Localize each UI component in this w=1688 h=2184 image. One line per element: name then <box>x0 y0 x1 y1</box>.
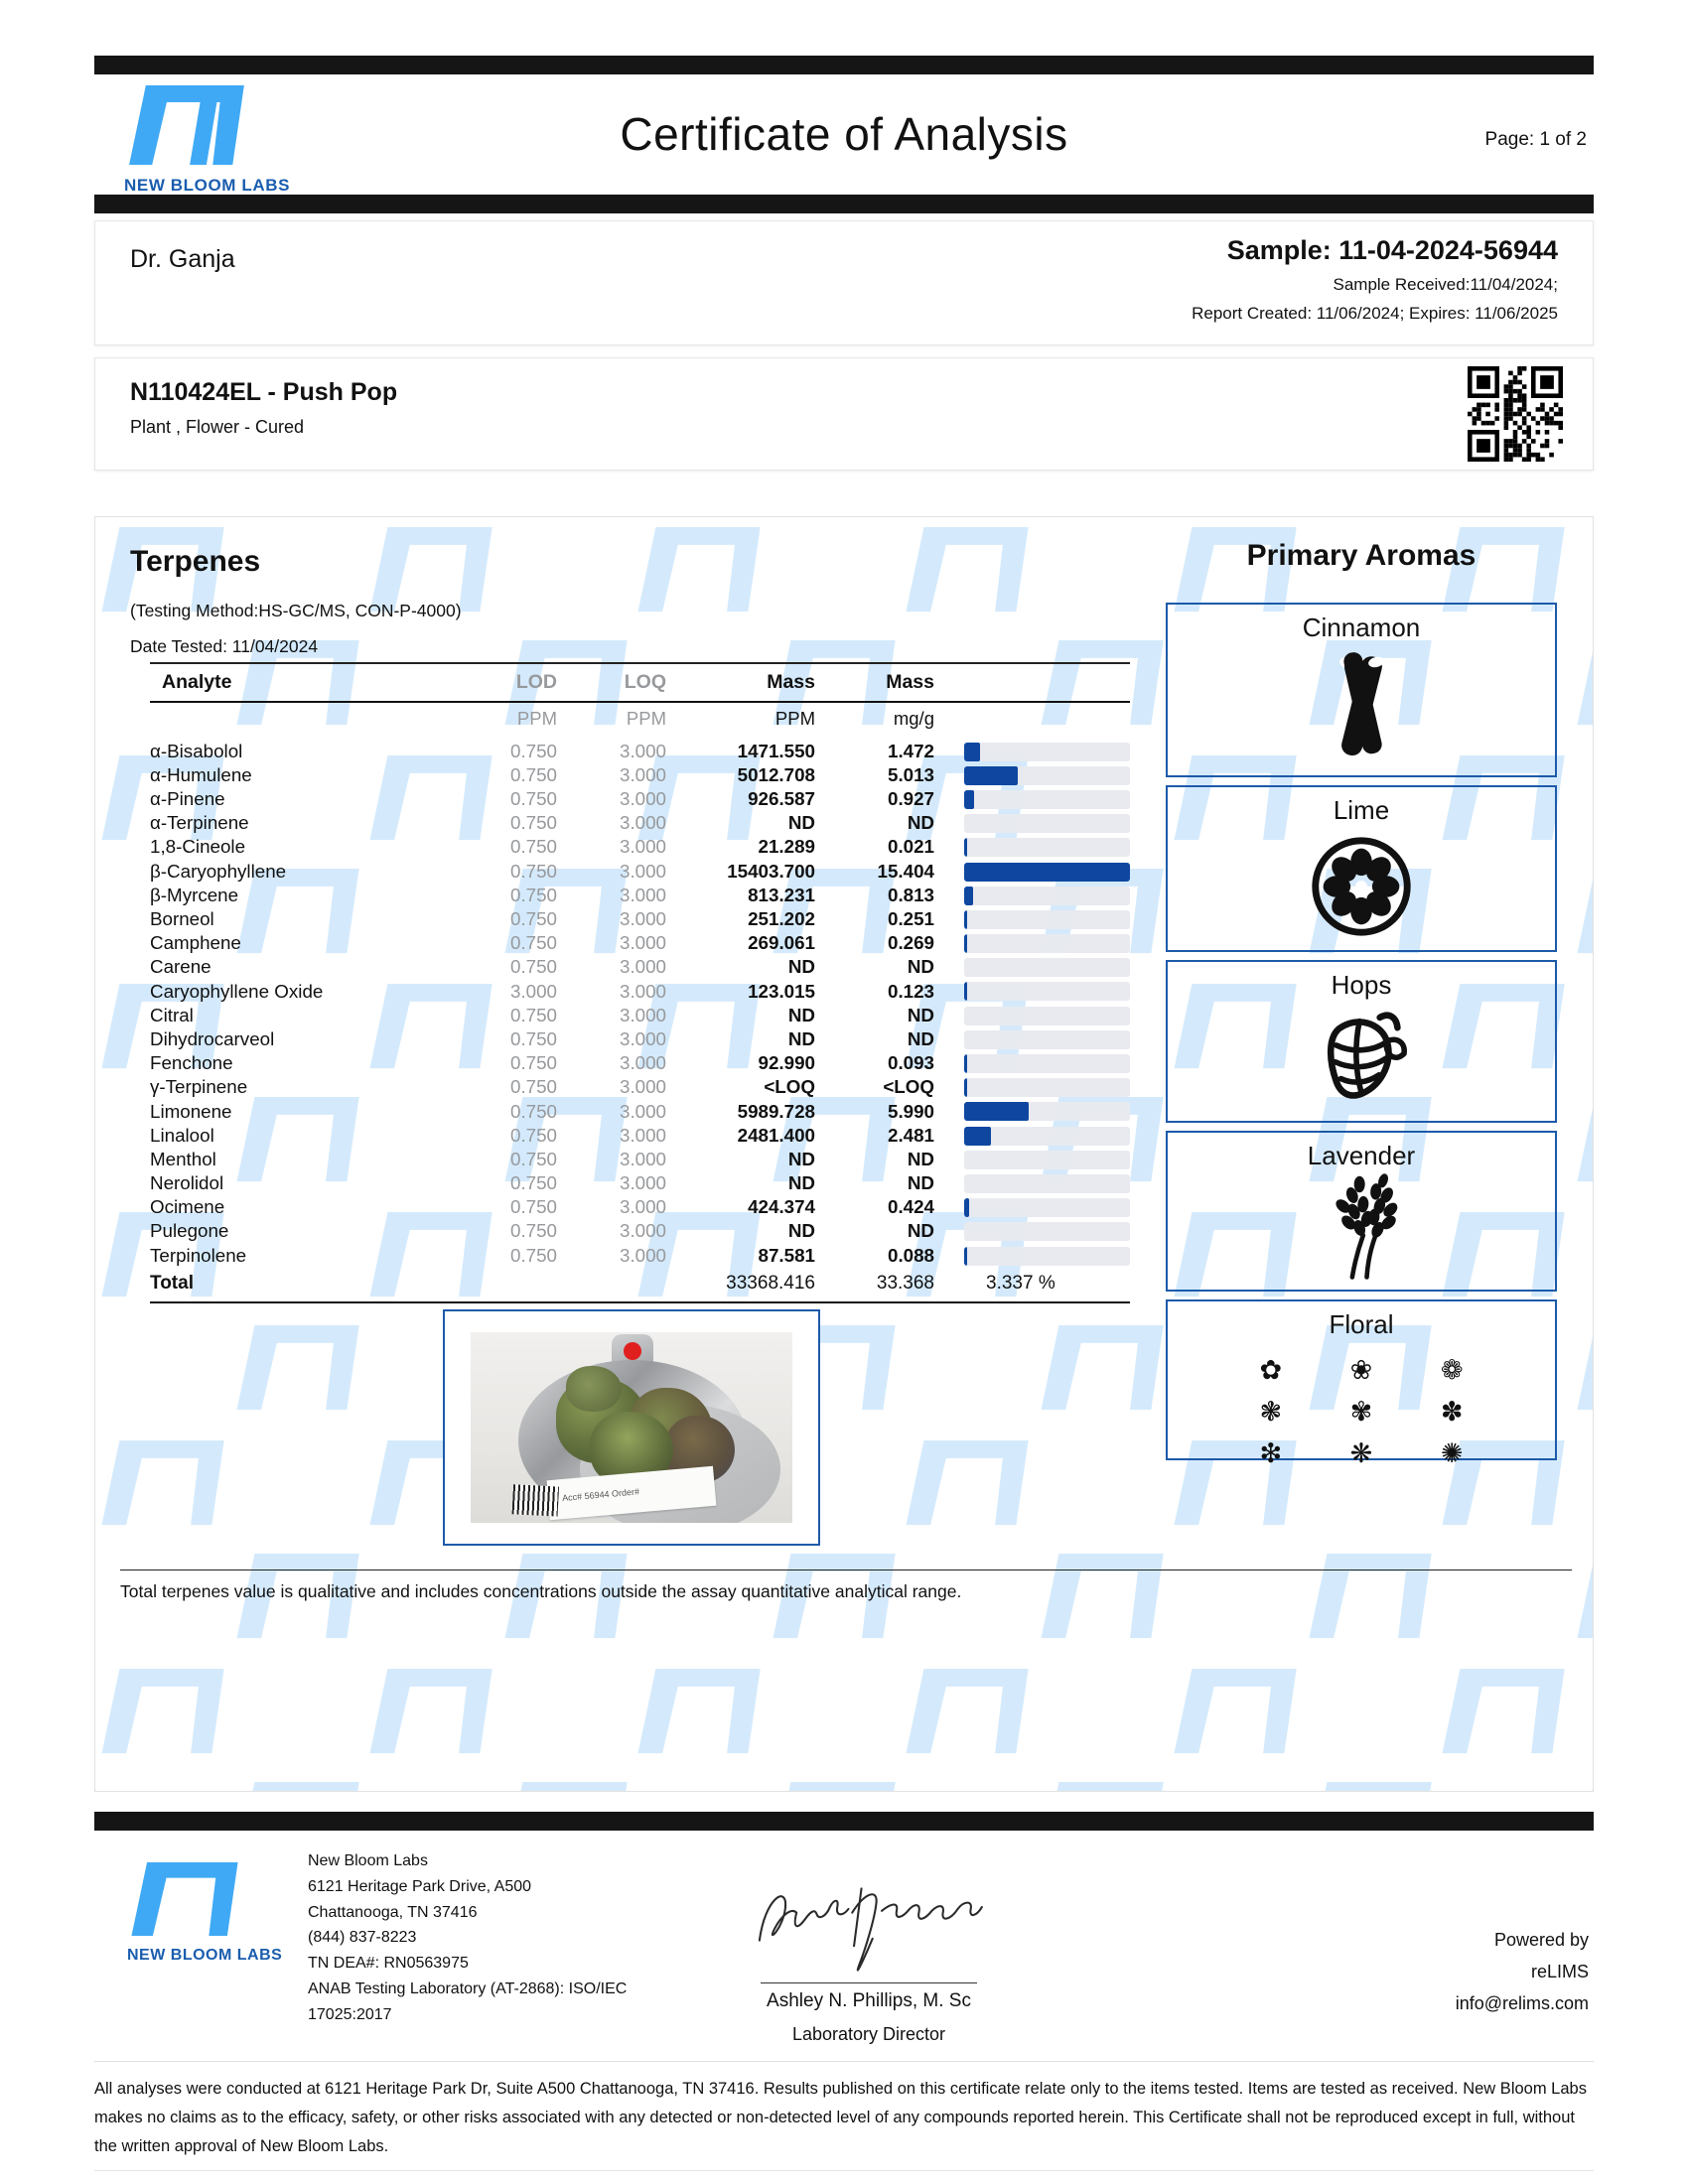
bar <box>964 863 1130 882</box>
analyte-name: Linalool <box>150 1124 214 1146</box>
bar-track <box>964 838 1130 857</box>
bar-track <box>964 1078 1130 1097</box>
bar-track <box>964 982 1130 1001</box>
bar-cell <box>964 863 1130 882</box>
primary-aromas-title: Primary Aromas <box>1246 539 1477 572</box>
loq-value: 3.000 <box>620 860 666 882</box>
bar-track <box>964 887 1130 905</box>
lavender-icon <box>1307 1173 1416 1283</box>
lod-value: 0.750 <box>510 836 557 858</box>
signer-title: Laboratory Director <box>791 2024 946 2044</box>
terpenes-panel <box>94 516 1594 1792</box>
loq-value: 3.000 <box>620 812 666 834</box>
sample-meta <box>1192 235 1558 324</box>
loq-value: 3.000 <box>620 1220 666 1242</box>
bar-track <box>964 1127 1130 1146</box>
mass-ppm-value: ND <box>787 812 815 834</box>
table-row <box>150 1027 1130 1051</box>
mass-ppm-value: 251.202 <box>748 908 815 929</box>
table-row <box>150 1244 1130 1268</box>
floral-icon-row: ❃ ✾ ✽ <box>1259 1397 1493 1428</box>
bar <box>964 1102 1029 1121</box>
sample-id: Sample: 11-04-2024-56944 <box>1226 235 1558 265</box>
bar-track <box>964 1102 1130 1121</box>
bar-track <box>964 766 1130 785</box>
analyte-name: Limonene <box>150 1100 232 1122</box>
analyte-name: β-Myrcene <box>150 884 239 905</box>
mass-mgg-value: 0.424 <box>888 1196 934 1218</box>
product-name: N110424EL - Push Pop <box>130 378 398 406</box>
lod-value: 0.750 <box>510 1027 557 1049</box>
table-row <box>150 1076 1130 1100</box>
bar-cell <box>964 1247 1130 1266</box>
address-line: ANAB Testing Laboratory (AT-2868): ISO/IEC <box>308 1979 628 1997</box>
footer-divider-bar <box>94 1812 1594 1831</box>
mass-mgg-value: ND <box>907 956 934 978</box>
bar-track <box>964 1007 1130 1025</box>
analyte-name: α-Pinene <box>150 788 225 810</box>
loq-value: 3.000 <box>620 908 666 929</box>
analyte-name: α-Bisabolol <box>150 740 243 761</box>
loq-value: 3.000 <box>620 1124 666 1146</box>
loq-value: 3.000 <box>620 763 666 785</box>
loq-value: 3.000 <box>620 1004 666 1025</box>
page-title: Certificate of Analysis <box>620 108 1068 160</box>
col-loq: LOQ <box>624 670 666 693</box>
lod-value: 0.750 <box>510 1076 557 1098</box>
qr-code-icon <box>1468 366 1563 462</box>
mass-mgg-value: ND <box>907 1148 934 1169</box>
lab-address <box>308 1848 627 2028</box>
mass-ppm-value: ND <box>787 1148 815 1169</box>
col-mass-ppm: Mass <box>767 670 815 693</box>
mass-ppm-value: 5989.728 <box>737 1100 815 1122</box>
total-label: Total <box>150 1272 194 1294</box>
aroma-box-lavender <box>1166 1131 1557 1292</box>
analyte-name: γ-Terpinene <box>150 1076 248 1098</box>
loq-value: 3.000 <box>620 932 666 954</box>
table-total-row <box>150 1268 1130 1297</box>
loq-value: 3.000 <box>620 1052 666 1074</box>
report-created: Report Created: 11/06/2024; Expires: 11/06/2025 <box>1192 304 1558 323</box>
signature-block <box>730 1866 1008 2045</box>
bar-track <box>964 958 1130 977</box>
bar-cell <box>964 743 1130 761</box>
mass-mgg-value: 0.093 <box>888 1052 934 1074</box>
powered-by-name: reLIMS <box>1530 1962 1589 1981</box>
mass-mgg-value: 0.123 <box>888 980 934 1002</box>
loq-value: 3.000 <box>620 1076 666 1098</box>
bar-track <box>964 1030 1130 1049</box>
analyte-name: Menthol <box>150 1148 216 1169</box>
table-row <box>150 812 1130 836</box>
total-percent: 3.337 % <box>986 1272 1055 1294</box>
lod-value: 0.750 <box>510 884 557 905</box>
analyte-name: Carene <box>150 956 211 978</box>
col-lod: LOD <box>515 670 557 693</box>
analyte-name: Caryophyllene Oxide <box>150 980 324 1002</box>
bar-track <box>964 743 1130 761</box>
mass-ppm-value: 87.581 <box>758 1244 815 1266</box>
analyte-name: Camphene <box>150 932 241 954</box>
bar <box>964 766 1018 785</box>
lod-value: 0.750 <box>510 860 557 882</box>
bar <box>964 838 967 857</box>
table-header-row <box>150 664 1130 701</box>
mass-mgg-value: 15.404 <box>877 860 934 882</box>
lod-value: 0.750 <box>510 1004 557 1025</box>
lod-value: 0.750 <box>510 1196 557 1218</box>
table-row <box>150 836 1130 860</box>
loq-value: 3.000 <box>620 1172 666 1194</box>
analyte-name: Ocimene <box>150 1196 225 1218</box>
bar-cell <box>964 982 1130 1001</box>
qr-code <box>1468 366 1563 462</box>
product-photo <box>471 1332 792 1523</box>
mass-mgg-value: ND <box>907 1004 934 1025</box>
page-number: Page: 1 of 2 <box>1484 129 1587 150</box>
loq-value: 3.000 <box>620 1027 666 1049</box>
date-tested: Date Tested: 11/04/2024 <box>130 636 319 656</box>
sample-info-card <box>94 220 1594 345</box>
terpene-table-body <box>150 740 1130 1268</box>
aroma-label: Hops <box>1331 970 1392 1000</box>
unit-lod-ppm: PPM <box>516 708 557 730</box>
table-row <box>150 1148 1130 1171</box>
terpenes-title: Terpenes <box>130 545 261 578</box>
bar-cell <box>964 958 1130 977</box>
table-row <box>150 787 1130 811</box>
mass-ppm-value: 269.061 <box>748 932 815 954</box>
powered-by-label: Powered by <box>1493 1930 1589 1950</box>
lod-value: 0.750 <box>510 740 557 761</box>
bar-cell <box>964 1078 1130 1097</box>
bar-track <box>964 1247 1130 1266</box>
mass-mgg-value: 0.251 <box>888 908 934 929</box>
lod-value: 0.750 <box>510 1244 557 1266</box>
terpene-table <box>150 662 1130 1303</box>
loq-value: 3.000 <box>620 884 666 905</box>
table-row <box>150 860 1130 884</box>
aroma-label: Floral <box>1329 1309 1394 1339</box>
analyte-name: 1,8-Cineole <box>150 836 246 858</box>
table-row <box>150 1100 1130 1124</box>
mass-ppm-value: 15403.700 <box>727 860 815 882</box>
floral-icon-row: ✿ ❀ ❁ <box>1259 1355 1493 1386</box>
bar-cell <box>964 766 1130 785</box>
powered-by-block <box>1456 1924 1589 2019</box>
table-row <box>150 1051 1130 1075</box>
table-units-row <box>150 703 1130 736</box>
bar <box>964 1054 967 1073</box>
product-photo-box <box>443 1309 820 1546</box>
aroma-box-cinnamon <box>1166 603 1557 777</box>
analyte-name: α-Humulene <box>150 763 252 785</box>
table-row <box>150 1220 1130 1244</box>
aroma-label: Cinnamon <box>1302 613 1421 642</box>
floral-icons <box>1168 1350 1555 1475</box>
new-bloom-logo-icon <box>127 1862 244 1936</box>
bar-cell <box>964 1151 1130 1169</box>
bar-cell <box>964 1102 1130 1121</box>
address-line: TN DEA#: RN0563975 <box>308 1955 469 1973</box>
analyte-name: Terpinolene <box>150 1244 247 1266</box>
disclaimer-rule <box>94 2061 1594 2062</box>
table-row <box>150 740 1130 763</box>
lod-value: 0.750 <box>510 788 557 810</box>
signature-line <box>761 1982 977 1983</box>
unit-mass-ppm: PPM <box>774 708 815 730</box>
bar-track <box>964 1054 1130 1073</box>
table-row <box>150 980 1130 1004</box>
bar-cell <box>964 1030 1130 1049</box>
bar <box>964 790 974 809</box>
table-row <box>150 1124 1130 1148</box>
table-row <box>150 1004 1130 1027</box>
bar-cell <box>964 1007 1130 1025</box>
mass-mgg-value: 0.021 <box>888 836 934 858</box>
loq-value: 3.000 <box>620 956 666 978</box>
address-line: (844) 837-8223 <box>308 1929 417 1947</box>
loq-value: 3.000 <box>620 1100 666 1122</box>
loq-value: 3.000 <box>620 1244 666 1266</box>
table-row <box>150 932 1130 956</box>
analyte-name: Pulegone <box>150 1220 229 1242</box>
aroma-box-lime <box>1166 785 1557 952</box>
lod-value: 0.750 <box>510 908 557 929</box>
mass-ppm-value: 1471.550 <box>737 740 815 761</box>
table-row <box>150 884 1130 907</box>
bar <box>964 982 967 1001</box>
mass-ppm-value: 123.015 <box>748 980 815 1002</box>
bar-cell <box>964 814 1130 833</box>
mass-ppm-value: ND <box>787 1027 815 1049</box>
unit-loq-ppm: PPM <box>626 708 666 730</box>
loq-value: 3.000 <box>620 1148 666 1169</box>
analyte-name: Borneol <box>150 908 214 929</box>
bar <box>964 1247 967 1266</box>
sample-received: Sample Received:11/04/2024; <box>1333 275 1558 294</box>
mass-mgg-value: 1.472 <box>888 740 934 761</box>
floral-icon-row: ❇ ❋ ✺ <box>1259 1438 1493 1469</box>
loq-value: 3.000 <box>620 1196 666 1218</box>
mass-ppm-value: 2481.400 <box>737 1124 815 1146</box>
mass-mgg-value: ND <box>907 1027 934 1049</box>
mass-mgg-value: 0.927 <box>888 788 934 810</box>
analyte-name: Citral <box>150 1004 194 1025</box>
bar-track <box>964 1151 1130 1169</box>
bar-track <box>964 1198 1130 1217</box>
brand-wordmark: NEW BLOOM LABS <box>127 1947 283 1964</box>
total-mgg: 33.368 <box>876 1272 934 1294</box>
powered-by-email: info@relims.com <box>1455 1993 1589 2013</box>
loq-value: 3.000 <box>620 836 666 858</box>
mass-mgg-value: ND <box>907 1172 934 1194</box>
bar-track <box>964 934 1130 953</box>
lod-value: 0.750 <box>510 763 557 785</box>
lime-icon <box>1303 828 1420 945</box>
cinnamon-icon <box>1302 645 1421 772</box>
bar-cell <box>964 910 1130 929</box>
product-info-card <box>94 357 1594 471</box>
mass-mgg-value: 5.013 <box>888 763 934 785</box>
lod-value: 0.750 <box>510 932 557 954</box>
mass-mgg-value: ND <box>907 1220 934 1242</box>
analyte-name: Fenchone <box>150 1052 233 1074</box>
mass-ppm-value: 424.374 <box>748 1196 815 1218</box>
bar-track <box>964 863 1130 882</box>
barcode-icon <box>512 1484 560 1516</box>
bar-track <box>964 1174 1130 1193</box>
mass-mgg-value: <LOQ <box>883 1076 934 1098</box>
mass-mgg-value: ND <box>907 812 934 834</box>
address-line: Chattanooga, TN 37416 <box>308 1903 478 1921</box>
bar-cell <box>964 790 1130 809</box>
top-divider-bar <box>94 56 1594 74</box>
disclaimer-text: All analyses were conducted at 6121 Heritage Park Dr, Suite A500 Chattanooga, TN 37416. Results published on this certificate relate only to the items tested. Items are tested as received. New Bloom Labs makes no claims as to the efficacy, safety, or other risks associated with any detected or non-detected level of any compounds reported herein. This Certificate shall not be reproduced except in full, without the written approval of New Bloom Labs. <box>94 2080 1587 2155</box>
col-mass-mgg: Mass <box>886 670 934 693</box>
lod-value: 0.750 <box>510 956 557 978</box>
bar-cell <box>964 1174 1130 1193</box>
lod-value: 0.750 <box>510 1148 557 1169</box>
bar-track <box>964 790 1130 809</box>
mass-ppm-value: ND <box>787 1220 815 1242</box>
table-row <box>150 1171 1130 1195</box>
loq-value: 3.000 <box>620 980 666 1002</box>
mass-ppm-value: 5012.708 <box>737 763 815 785</box>
loq-value: 3.000 <box>620 788 666 810</box>
bar-cell <box>964 1054 1130 1073</box>
bar <box>964 743 980 761</box>
bar <box>964 1127 991 1146</box>
bar-cell <box>964 838 1130 857</box>
photo-bud <box>566 1366 622 1412</box>
bar-cell <box>964 1127 1130 1146</box>
header-divider-bar <box>94 195 1594 213</box>
bottom-rule <box>94 2170 1594 2171</box>
client-name: Dr. Ganja <box>130 245 235 273</box>
mass-mgg-value: 5.990 <box>888 1100 934 1122</box>
mass-mgg-value: 0.269 <box>888 932 934 954</box>
bar-track <box>964 814 1130 833</box>
lod-value: 0.750 <box>510 1124 557 1146</box>
bar-cell <box>964 1222 1130 1241</box>
address-line: 17025:2017 <box>308 2005 392 2023</box>
signer-name: Ashley N. Phillips, M. Sc <box>767 1990 971 2011</box>
bar-cell <box>964 934 1130 953</box>
lod-value: 0.750 <box>510 1172 557 1194</box>
brand-wordmark: NEW BLOOM LABS <box>124 176 291 195</box>
mass-ppm-value: 92.990 <box>758 1052 815 1074</box>
footer-logo <box>127 1862 306 1965</box>
lod-value: 0.750 <box>510 812 557 834</box>
bar <box>964 1198 969 1217</box>
bar-cell <box>964 1198 1130 1217</box>
aroma-box-hops <box>1166 960 1557 1123</box>
mass-ppm-value: ND <box>787 956 815 978</box>
analyte-name: β-Caryophyllene <box>150 860 287 882</box>
lod-value: 0.750 <box>510 1052 557 1074</box>
lod-value: 0.750 <box>510 1220 557 1242</box>
table-row <box>150 956 1130 980</box>
table-row <box>150 907 1130 931</box>
unit-mass-mgg: mg/g <box>893 708 934 730</box>
mass-ppm-value: <LOQ <box>764 1076 815 1098</box>
table-row <box>150 1196 1130 1220</box>
mass-ppm-value: ND <box>787 1172 815 1194</box>
aroma-label: Lime <box>1333 795 1390 825</box>
analyte-name: Dihydrocarveol <box>150 1027 275 1049</box>
mass-mgg-value: 0.813 <box>888 884 934 905</box>
loq-value: 3.000 <box>620 740 666 761</box>
bar-cell <box>964 887 1130 905</box>
total-ppm: 33368.416 <box>726 1272 815 1294</box>
lod-value: 0.750 <box>510 1100 557 1122</box>
bar <box>964 1078 967 1097</box>
photo-label-text: Acc# 56944 Order# <box>561 1486 640 1504</box>
mass-ppm-value: 21.289 <box>758 836 815 858</box>
table-bottom-rule <box>150 1301 1130 1303</box>
signature-icon <box>740 1866 998 1978</box>
analyte-name: α-Terpinene <box>150 812 249 834</box>
mass-mgg-value: 0.088 <box>888 1244 934 1266</box>
analyte-name: Nerolidol <box>150 1172 224 1194</box>
table-row <box>150 763 1130 787</box>
aroma-label: Lavender <box>1307 1141 1416 1170</box>
lod-value: 3.000 <box>510 980 557 1002</box>
mass-ppm-value: 926.587 <box>748 788 815 810</box>
product-type: Plant , Flower - Cured <box>130 417 305 437</box>
col-analyte: Analyte <box>162 670 232 693</box>
mass-mgg-value: 2.481 <box>888 1124 934 1146</box>
bar <box>964 934 967 953</box>
terpenes-note: Total terpenes value is qualitative and includes concentrations outside the assay quantitative analytical range. <box>120 1581 962 1601</box>
mass-ppm-value: 813.231 <box>748 884 815 905</box>
aroma-box-floral <box>1166 1299 1557 1469</box>
red-dot-sticker <box>624 1342 641 1360</box>
bar-track <box>964 1222 1130 1241</box>
testing-method: (Testing Method:HS-GC/MS, CON-P-4000) <box>130 601 462 620</box>
bar-track <box>964 910 1130 929</box>
hops-icon <box>1302 1003 1421 1114</box>
bar <box>964 887 973 905</box>
address-line: 6121 Heritage Park Drive, A500 <box>308 1877 532 1895</box>
bar <box>964 910 967 929</box>
mass-ppm-value: ND <box>787 1004 815 1025</box>
address-line: New Bloom Labs <box>308 1852 428 1869</box>
